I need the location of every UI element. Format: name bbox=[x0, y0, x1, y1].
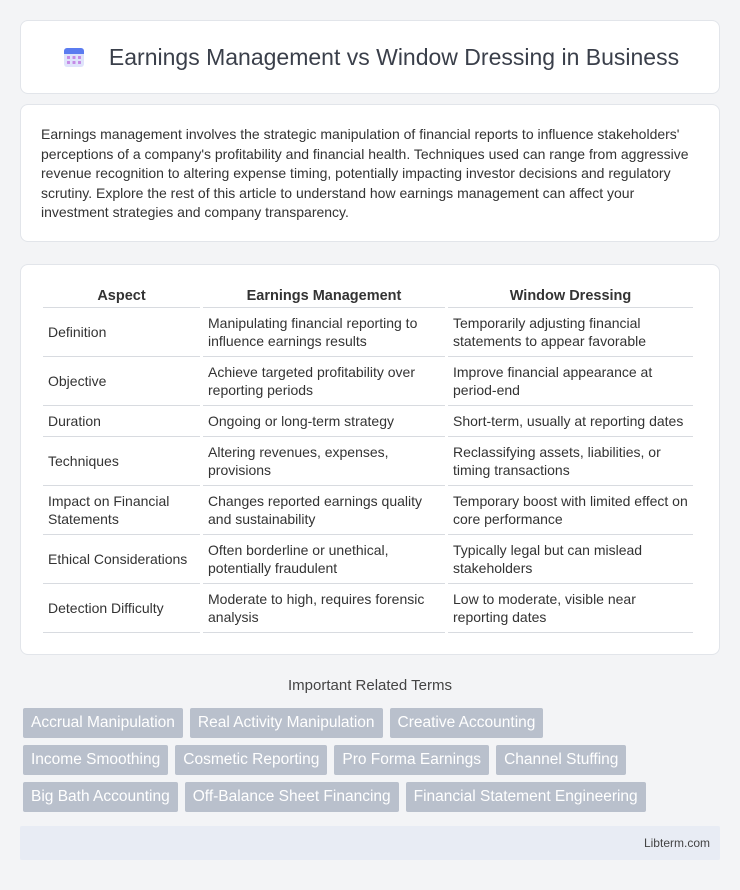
intro-paragraph: Earnings management involves the strategic manipulation of financial reports to influence stakeholders' perceptions of a company's profitability and financial health. Techniques used can range from aggressive revenue recognition to altering expense timing, potentially impacting investor decisions and regulatory scrutiny. Explore the rest of this article to understand how earnings management can affect your investment strategies and company transparency. bbox=[41, 126, 689, 220]
comparison-card bbox=[20, 264, 720, 655]
row-earnings-management: Altering revenues, expenses, provisions bbox=[203, 437, 445, 486]
row-window-dressing: Typically legal but can mislead stakeholders bbox=[448, 535, 693, 584]
row-earnings-management: Often borderline or unethical, potentially fraudulent bbox=[203, 535, 445, 584]
related-term-tag[interactable]: Cosmetic Reporting bbox=[175, 745, 327, 775]
related-term-tag[interactable]: Channel Stuffing bbox=[496, 745, 626, 775]
row-aspect: Duration bbox=[43, 406, 200, 437]
page-title: Earnings Management vs Window Dressing in Business bbox=[108, 43, 680, 70]
row-earnings-management: Manipulating financial reporting to influence earnings results bbox=[203, 308, 445, 357]
calendar-icon bbox=[61, 44, 87, 70]
row-window-dressing: Temporary boost with limited effect on core performance bbox=[448, 486, 693, 535]
row-earnings-management: Changes reported earnings quality and sustainability bbox=[203, 486, 445, 535]
comparison-table bbox=[40, 287, 696, 633]
row-aspect: Detection Difficulty bbox=[43, 584, 200, 633]
row-aspect: Impact on Financial Statements bbox=[43, 486, 200, 535]
related-term-tag[interactable]: Off-Balance Sheet Financing bbox=[185, 782, 399, 812]
row-aspect: Objective bbox=[43, 357, 200, 406]
footer-site-link[interactable]: Libterm.com bbox=[643, 836, 710, 850]
intro-card bbox=[20, 104, 720, 242]
row-window-dressing: Short-term, usually at reporting dates bbox=[448, 406, 693, 437]
table-row bbox=[43, 584, 693, 633]
column-header-earnings-management: Earnings Management bbox=[203, 287, 445, 308]
table-row bbox=[43, 406, 693, 437]
table-row bbox=[43, 486, 693, 535]
tag-row bbox=[23, 708, 723, 738]
row-earnings-management: Achieve targeted profitability over reporting periods bbox=[203, 357, 445, 406]
column-header-aspect: Aspect bbox=[43, 287, 200, 308]
row-earnings-management: Moderate to high, requires forensic analysis bbox=[203, 584, 445, 633]
related-term-tag[interactable]: Financial Statement Engineering bbox=[406, 782, 646, 812]
related-term-tag[interactable]: Big Bath Accounting bbox=[23, 782, 178, 812]
related-term-tag[interactable]: Accrual Manipulation bbox=[23, 708, 183, 738]
related-term-tag[interactable]: Pro Forma Earnings bbox=[334, 745, 489, 775]
table-row bbox=[43, 437, 693, 486]
tag-row bbox=[23, 782, 723, 812]
row-aspect: Techniques bbox=[43, 437, 200, 486]
table-row bbox=[43, 308, 693, 357]
tag-row bbox=[23, 745, 723, 775]
row-aspect: Ethical Considerations bbox=[43, 535, 200, 584]
row-earnings-management: Ongoing or long-term strategy bbox=[203, 406, 445, 437]
row-window-dressing: Temporarily adjusting financial statements to appear favorable bbox=[448, 308, 693, 357]
related-terms-heading: Important Related Terms bbox=[288, 677, 452, 694]
row-window-dressing: Improve financial appearance at period-end bbox=[448, 357, 693, 406]
table-row bbox=[43, 357, 693, 406]
table-row bbox=[43, 535, 693, 584]
related-term-tag[interactable]: Real Activity Manipulation bbox=[190, 708, 383, 738]
row-aspect: Definition bbox=[43, 308, 200, 357]
related-term-tag[interactable]: Income Smoothing bbox=[23, 745, 168, 775]
related-term-tag[interactable]: Creative Accounting bbox=[390, 708, 544, 738]
header-card bbox=[20, 20, 720, 94]
column-header-window-dressing: Window Dressing bbox=[448, 287, 693, 308]
row-window-dressing: Low to moderate, visible near reporting dates bbox=[448, 584, 693, 633]
row-window-dressing: Reclassifying assets, liabilities, or timing transactions bbox=[448, 437, 693, 486]
related-terms-list bbox=[23, 708, 723, 819]
footer bbox=[20, 826, 720, 860]
